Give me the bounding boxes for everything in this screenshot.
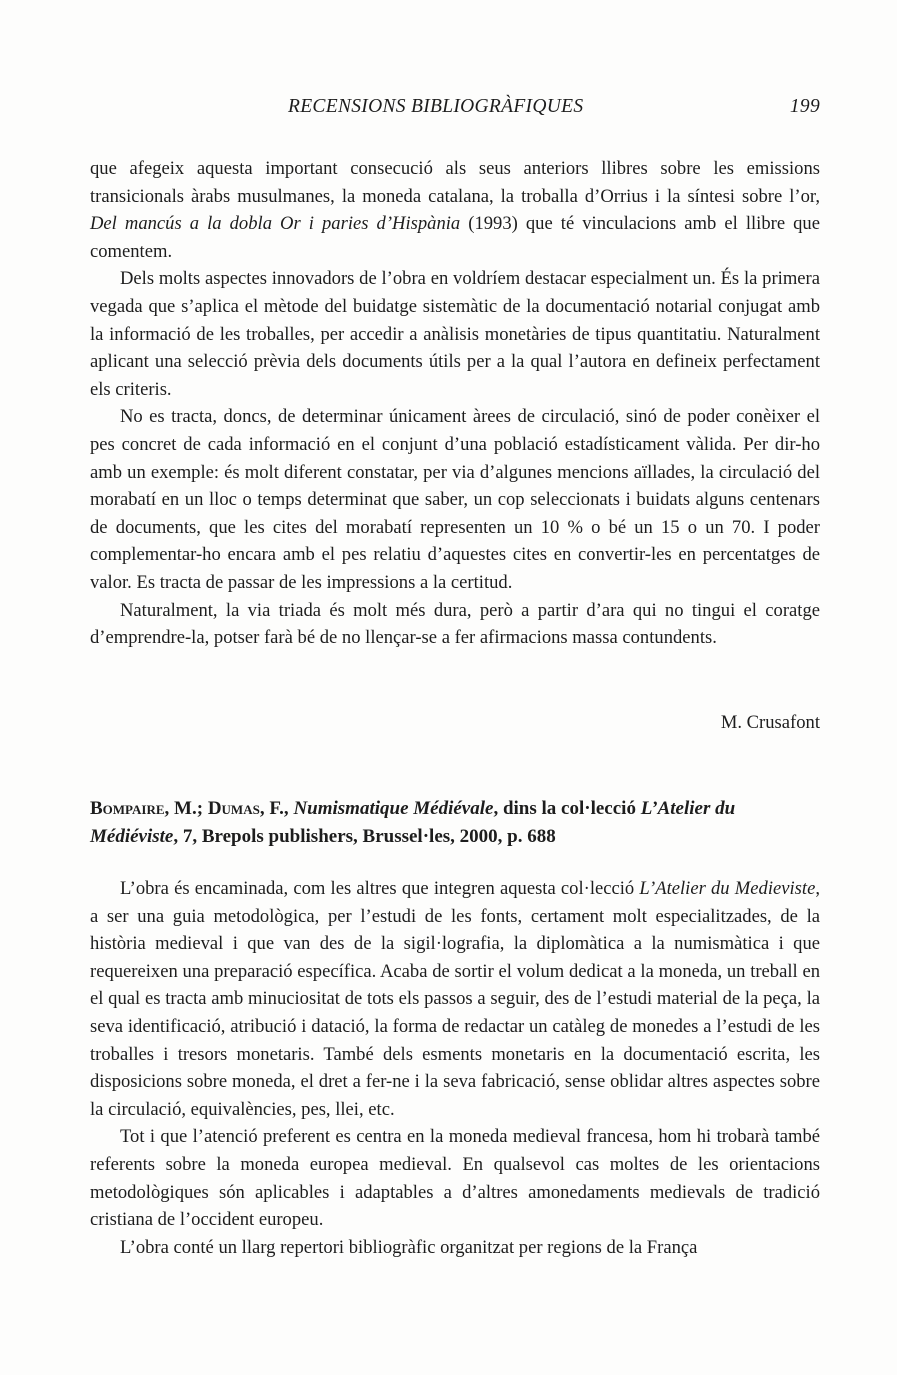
paragraph: No es tracta, doncs, de determinar únicament àrees de circulació, sinó de poder conèixer el pes concret de cada informació en el conjunt d’una població estadísticament vàlida. Per dir-ho amb un exemple: és molt diferent constatar, per via d’algunes mencions aïllades, la circulació del morabatí en un lloc o temps determinat que saber, un cop seleccionats i buidats alguns centenars de documents, que les cites del morabatí representen un 10 % o bé un 15 o un 70. I poder complementar-ho encara amb el pes relatiu d’aquestes cites en convertir-les en percentatges de valor. Es tracta de passar de les impressions a la certitud. (90, 406, 820, 593)
page-number: 199 (789, 96, 820, 117)
reviewer-signature: M. Crusafont (720, 712, 820, 733)
author-surname: Dumas (207, 798, 260, 819)
text-run: , dins la col·lecció (493, 798, 641, 819)
running-head (90, 96, 820, 126)
paragraph: Naturalment, la via triada és molt més dura, però a partir d’ara qui no tingui el coratge d’emprendre-la, potser farà bé de no llençar-se a fer afirmacions massa contundents. (90, 599, 820, 649)
series-title: L’Atelier du Médiéviste (90, 798, 736, 847)
text-run: , 7, Brepols publishers, Brussel·les, 2000, p. 688 (173, 826, 556, 847)
series-title: L’Atelier du Medieviste (639, 878, 816, 899)
text-run: , M.; (164, 798, 208, 819)
cited-title: Del mancús a la dobla Or i paries d’Hispània (90, 213, 461, 235)
running-title: RECENSIONS BIBLIOGRÀFIQUES (288, 96, 584, 117)
text-run: que afegeix aquesta important consecució als seus anteriors llibres sobre les emissions transicionals àrabs musulmanes, la moneda catalana, la troballa d’Orrius i la síntesi sobre l’or, (90, 158, 820, 207)
text-run: , F., (259, 798, 294, 819)
text-run: L’obra és encaminada, com les altres que integren aquesta col·lecció (120, 878, 640, 899)
author-surname: Bompaire (90, 798, 165, 819)
text-run: (1993) que té vinculacions amb el llibre que comentem. (90, 213, 820, 262)
paragraph (90, 875, 820, 1123)
review-2-heading (90, 795, 820, 851)
paragraph (90, 155, 820, 265)
text-run: , a ser una guia metodològica, per l’estudi de les fonts, certament molt especialitzades, de la història medieval i que van des de la sigil·lografia, la diplomàtica a la numismàtica i que requereixen una preparació específica. Acaba de sortir el volum dedicat a la moneda, un treball en el qual es tracta amb minuciositat de tots els passos a seguir, des de l’estudi material de la peça, la seva identificació, atribució i datació, la forma de redactar un catàleg de monedes a l’estudi de les troballes i tresors monetaris. També dels esments monetaris en la documentació escrita, les disposicions sobre moneda, el dret a fer-ne i la seva fabricació, sense oblidar altres aspectes sobre la circulació, equivalències, pes, llei, etc. (90, 878, 820, 1120)
paragraph: Tot i que l’atenció preferent es centra en la moneda medieval francesa, hom hi trobarà també referents sobre la moneda europea medieval. En qualsevol cas moltes de les orientacions metodològiques són aplicables i adaptables a d’altres amonedaments medievals de tradició cristiana de l’occident europeu. (90, 1126, 820, 1231)
paragraph: L’obra conté un llarg repertori bibliogràfic organitzat per regions de la França (120, 1236, 698, 1258)
paragraph: Dels molts aspectes innovadors de l’obra en voldríem destacar especialment un. És la primera vegada que s’aplica el mètode del buidatge sistemàtic de la documentació notarial conjugat amb la informació de les troballes, per accedir a anàlisis monetàries de tipus quantitatiu. Naturalment aplicant una selecció prèvia dels documents útils per a la qual l’autora en defineix perfectament els criteris. (90, 268, 820, 400)
book-title: Numismatique Médiévale (293, 798, 494, 819)
review-2-body (90, 875, 820, 1261)
review-1-body (90, 155, 820, 652)
